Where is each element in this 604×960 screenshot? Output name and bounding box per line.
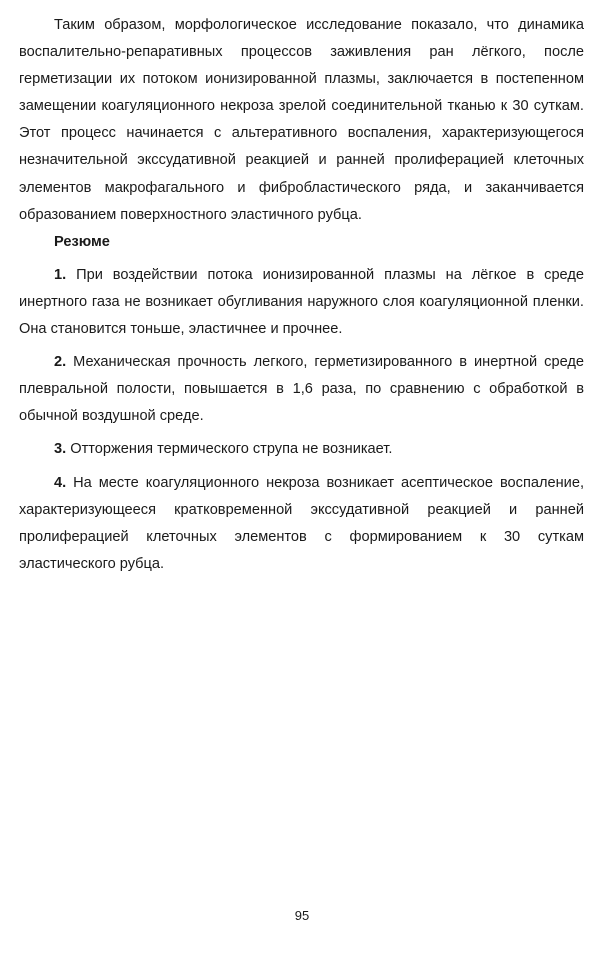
- intro-paragraph: Таким образом, морфологическое исследование показало, что динамика воспалительно-репаративных процессов заживления ран лёгкого, после герметизации их потоком ионизированной плазмы, заключается в постепенном замещении коагуляционного некроза зрелой соединительной тканью к 30 суткам. Этот процесс начинается с альтеративного воспаления, характеризующегося незначительной экссудативной реакцией и ранней пролиферацией клеточных элементов макрофагального и фибробластического ряда, и заканчивается образованием поверхностного эластичного рубца.: [19, 17, 584, 223]
- summary-item-text: Механическая прочность легкого, герметизированного в инертной среде плевральной полости, повышается в 1,6 раза, по сравнению с обработкой в обычной воздушной среде.: [19, 354, 584, 425]
- summary-item-3: [19, 436, 584, 463]
- summary-item-number: 3.: [54, 441, 67, 458]
- summary-item-4: [19, 470, 584, 578]
- body-text: [19, 12, 584, 578]
- page-number: 95: [294, 908, 310, 923]
- summary-item-number: 1.: [54, 266, 67, 283]
- summary-item-text: Отторжения термического струпа не возникает.: [70, 441, 393, 458]
- summary-item-number: 2.: [54, 354, 67, 371]
- summary-item-2: [19, 349, 584, 430]
- summary-item-text: При воздействии потока ионизированной плазмы на лёгкое в среде инертного газа не возникает обугливания наружного слоя коагуляционной пленки. Она становится тоньше, эластичнее и прочнее.: [19, 266, 584, 338]
- summary-item-number: 4.: [54, 474, 67, 491]
- summary-item-1: [19, 262, 584, 343]
- summary-item-text: На месте коагуляционного некроза возникает асептическое воспаление, характеризующееся кратковременной экссудативной реакцией и ранней пролиферацией клеточных элементов с формированием к 30 суткам эластического рубца.: [19, 474, 584, 572]
- section-heading: Резюме: [54, 233, 110, 250]
